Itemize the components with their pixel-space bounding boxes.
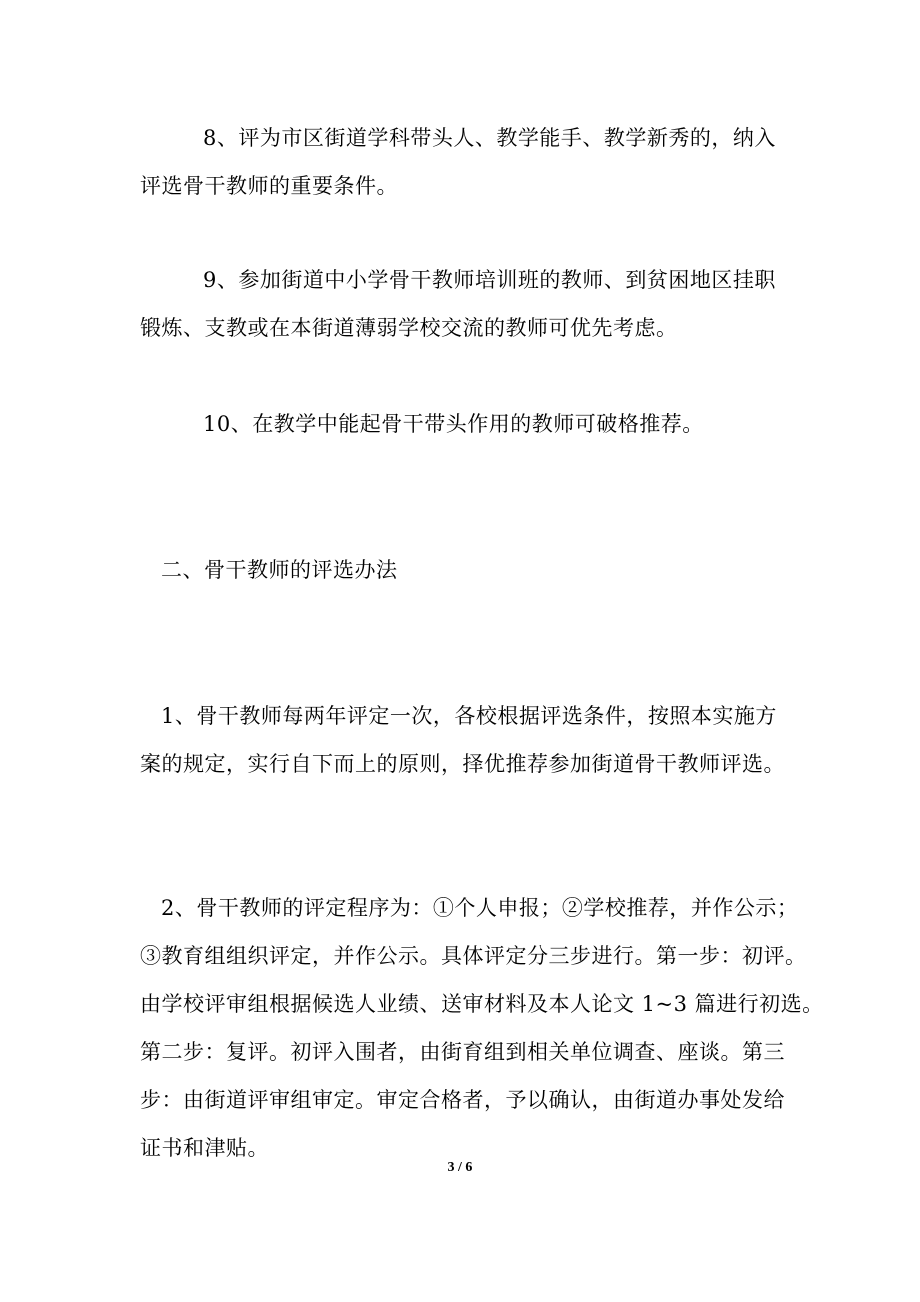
page-number: 3 / 6 xyxy=(447,1160,473,1175)
criterion-10 xyxy=(140,400,790,448)
method-2-line-2: ③教育组组织评定，并作公示。具体评定分三步进行。第一步：初评。 xyxy=(140,944,807,968)
criterion-8-line-2: 评选骨干教师的重要条件。 xyxy=(140,174,398,198)
method-2-line-4: 第二步：复评。初评入围者，由街育组到相关单位调查、座谈。第三 xyxy=(140,1040,785,1064)
criterion-9 xyxy=(140,256,790,352)
method-1-line-1: 1、骨干教师每两年评定一次，各校根据评选条件，按照本实施方 xyxy=(161,704,777,728)
method-2-line-3: 由学校评审组根据候选人业绩、送审材料及本人论文 1~3 篇进行初选。 xyxy=(140,992,824,1016)
method-2-line-6: 证书和津贴。 xyxy=(140,1136,269,1160)
method-1 xyxy=(140,692,790,788)
criterion-8 xyxy=(140,114,790,210)
method-2-line-1: 2、骨干教师的评定程序为：①个人申报；②学校推荐，并作公示； xyxy=(161,896,799,920)
section-heading xyxy=(140,546,790,594)
criterion-9-line-2: 锻炼、支教或在本街道薄弱学校交流的教师可优先考虑。 xyxy=(140,316,678,340)
method-1-line-2: 案的规定，实行自下而上的原则，择优推荐参加街道骨干教师评选。 xyxy=(140,752,785,776)
criterion-10-line-1: 10、在教学中能起骨干带头作用的教师可破格推荐。 xyxy=(203,412,704,436)
method-2-line-5: 步：由街道评审组审定。审定合格者，予以确认，由街道办事处发给 xyxy=(140,1088,785,1112)
criterion-9-line-1: 9、参加街道中小学骨干教师培训班的教师、到贫困地区挂职 xyxy=(203,268,776,292)
method-2 xyxy=(140,884,824,1172)
criterion-8-line-1: 8、评为市区街道学科带头人、教学能手、教学新秀的，纳入 xyxy=(203,126,776,150)
section-heading-text: 二、骨干教师的评选办法 xyxy=(161,558,398,582)
